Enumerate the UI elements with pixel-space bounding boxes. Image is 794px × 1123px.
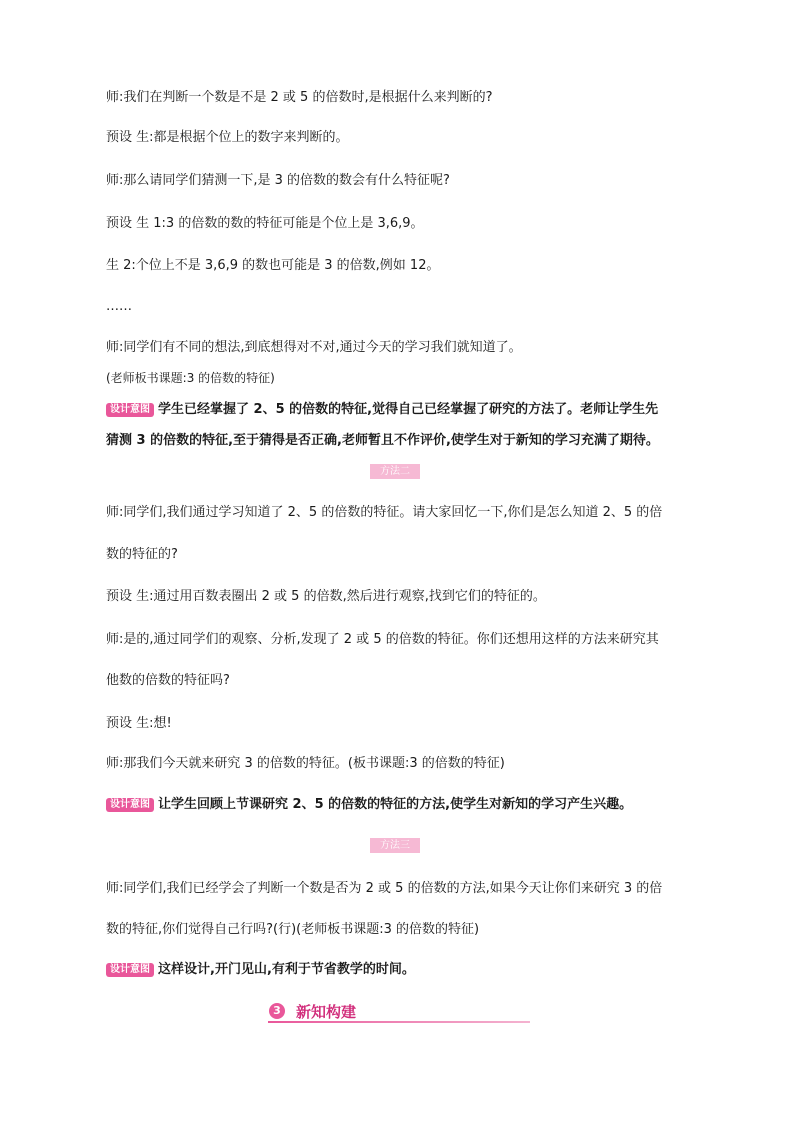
design-intent-3 <box>106 962 415 978</box>
design-intent-2 <box>106 797 632 813</box>
dialogue-line: 预设 生:都是根据个位上的数字来判断的。 <box>106 130 349 145</box>
dialogue-line: 师:是的,通过同学们的观察、分析,发现了 2 或 5 的倍数的特征。你们还想用这样的方法来研究其 <box>106 632 659 647</box>
dialogue-line: 生 2:个位上不是 3,6,9 的数也可能是 3 的倍数,例如 12。 <box>106 258 440 273</box>
section-heading <box>268 1000 530 1024</box>
dialogue-line: 师:同学们,我们已经学会了判断一个数是否为 2 或 5 的倍数的方法,如果今天让你们来研究 3 的倍 <box>106 881 663 896</box>
design-intent-text: 让学生回顾上节课研究 2、5 的倍数的特征的方法,使学生对新知的学习产生兴趣。 <box>158 797 633 812</box>
dialogue-line: 预设 生:通过用百数表圈出 2 或 5 的倍数,然后进行观察,找到它们的特征的。 <box>106 589 546 604</box>
method-2-label: 方法二 <box>370 464 420 479</box>
dialogue-line: 他数的倍数的特征吗? <box>106 673 230 688</box>
dialogue-line: 师:那我们今天就来研究 3 的倍数的特征。(板书课题:3 的倍数的特征) <box>106 756 505 771</box>
design-intent-text: 学生已经掌握了 2、5 的倍数的特征,觉得自己已经掌握了研究的方法了。老师让学生先 <box>158 402 659 417</box>
dialogue-line: 预设 生 1:3 的倍数的数的特征可能是个位上是 3,6,9。 <box>106 216 424 231</box>
dialogue-line: 师:同学们有不同的想法,到底想得对不对,通过今天的学习我们就知道了。 <box>106 340 522 355</box>
section-underline <box>268 1021 530 1023</box>
dialogue-line: 数的特征的? <box>106 547 178 562</box>
section-title: 新知构建 <box>296 1003 357 1021</box>
board-note: (老师板书课题:3 的倍数的特征) <box>106 371 275 385</box>
dialogue-line: 数的特征,你们觉得自己行吗?(行)(老师板书课题:3 的倍数的特征) <box>106 922 480 937</box>
dialogue-line: 预设 生:想! <box>106 716 172 731</box>
dialogue-line: 师:我们在判断一个数是不是 2 或 5 的倍数时,是根据什么来判断的? <box>106 90 493 105</box>
dialogue-line: 师:那么请同学们猜测一下,是 3 的倍数的数会有什么特征呢? <box>106 173 450 188</box>
design-intent-badge: 设计意图 <box>106 403 154 417</box>
design-intent-1 <box>106 402 658 418</box>
design-intent-badge: 设计意图 <box>106 963 154 977</box>
ellipsis: …… <box>106 299 132 314</box>
design-intent-badge: 设计意图 <box>106 798 154 812</box>
section-number-badge: 3 <box>269 1003 285 1019</box>
design-intent-text: 这样设计,开门见山,有利于节省教学的时间。 <box>158 962 415 977</box>
design-intent-1-cont: 猜测 3 的倍数的特征,至于猜得是否正确,老师暂且不作评价,使学生对于新知的学习充满了期待。 <box>106 433 659 448</box>
dialogue-line: 师:同学们,我们通过学习知道了 2、5 的倍数的特征。请大家回忆一下,你们是怎么知道 2、5 的倍 <box>106 505 663 520</box>
method-3-label: 方法三 <box>370 838 420 853</box>
